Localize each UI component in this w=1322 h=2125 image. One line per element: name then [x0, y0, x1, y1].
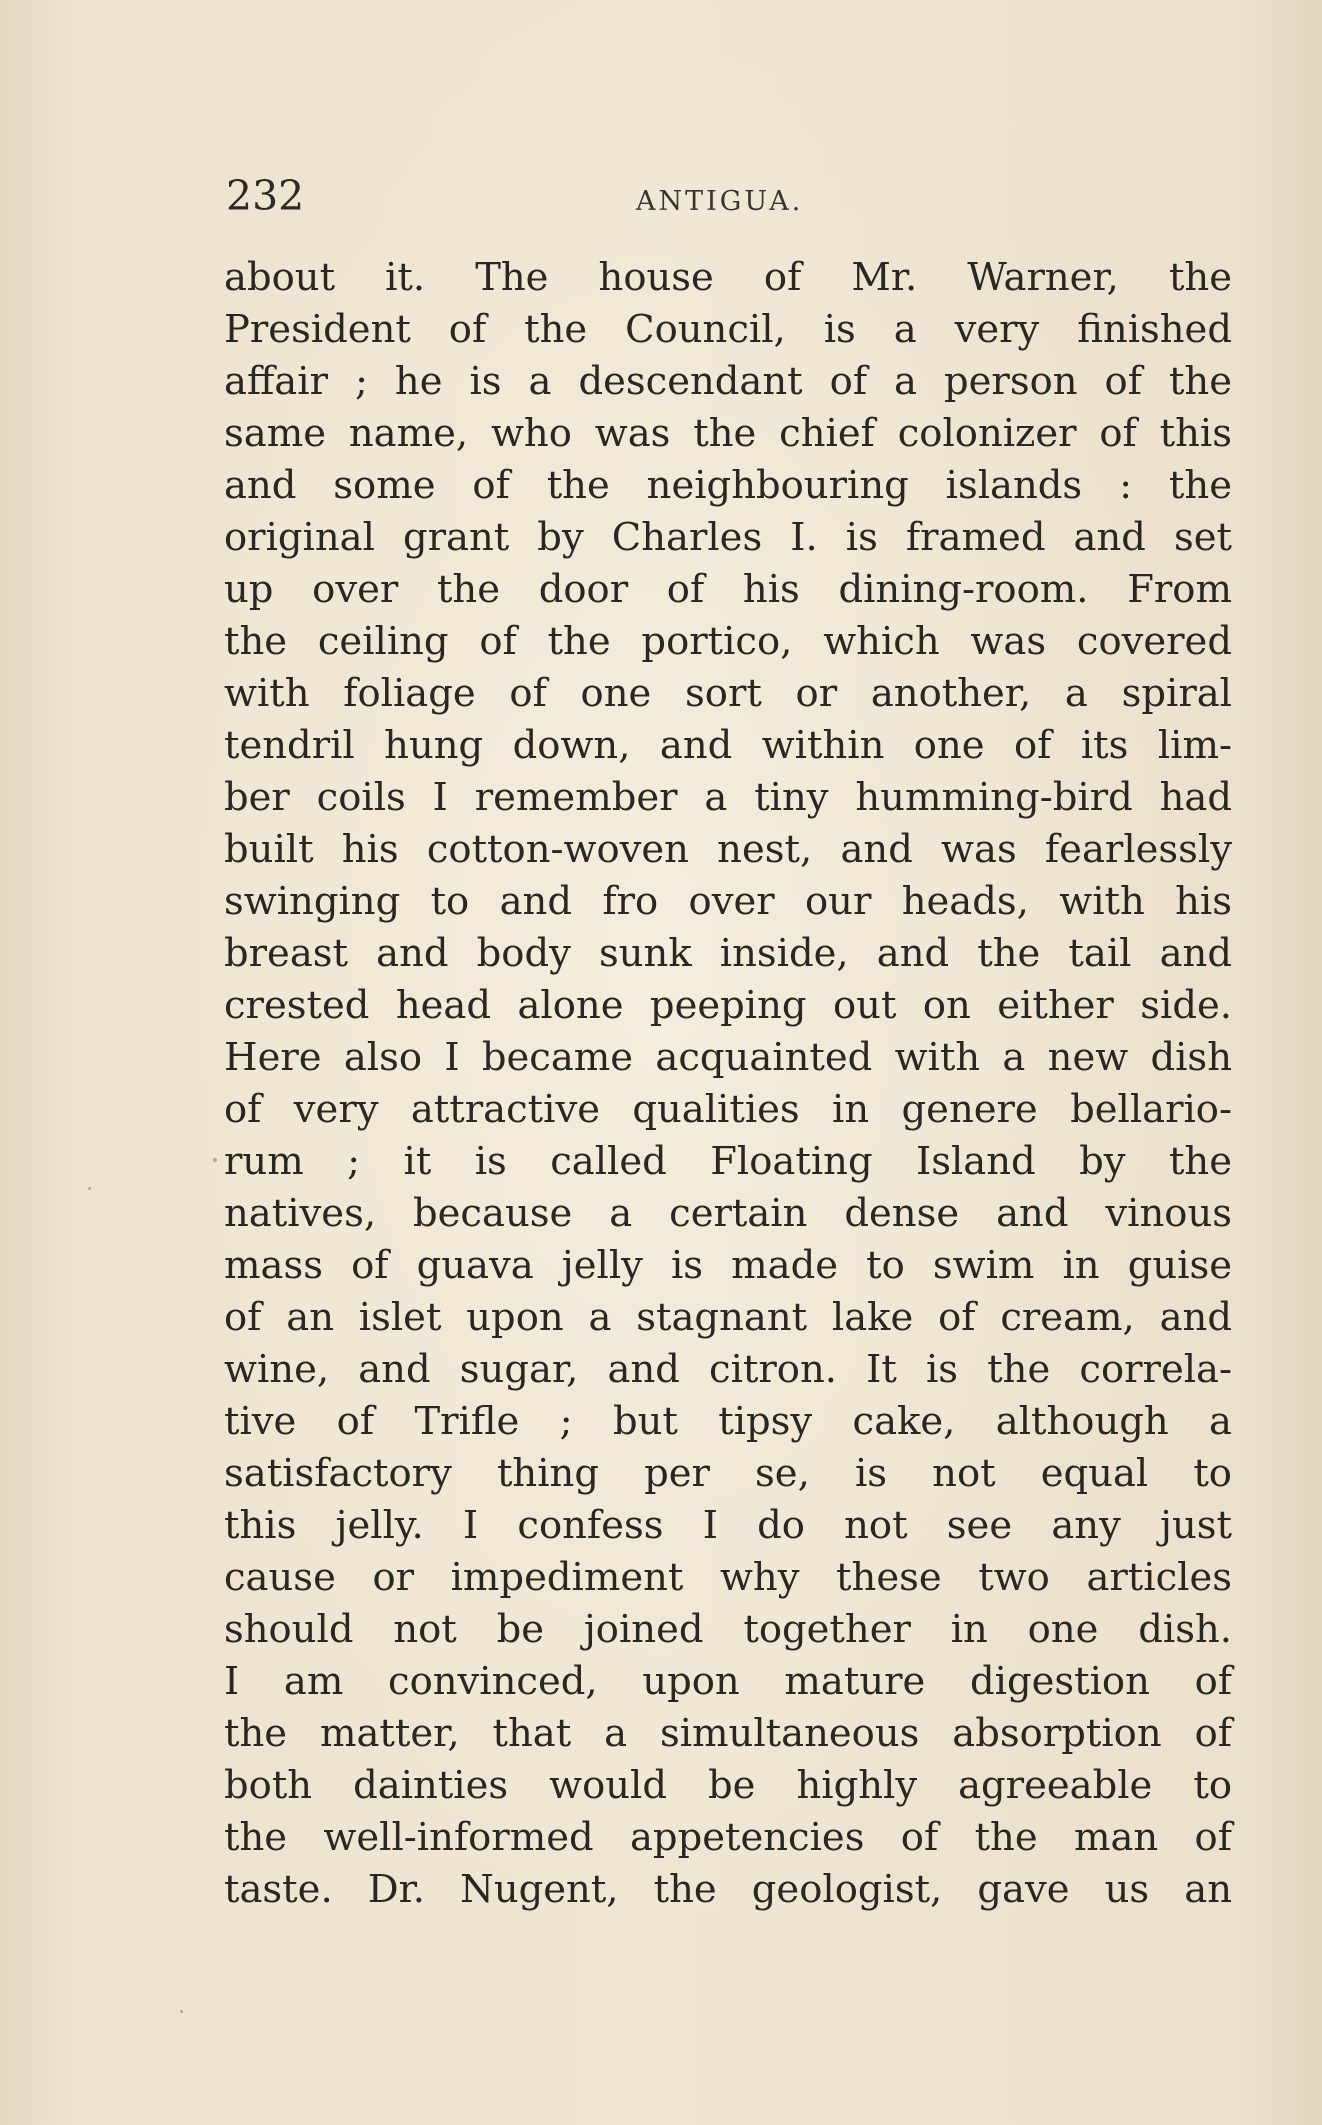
text-line: mass of guava jelly is made to swim in guise [224, 1243, 1232, 1288]
text-line: of very attractive qualities in genere bellario- [224, 1087, 1232, 1132]
page-header [226, 168, 1232, 224]
text-line: tive of Trifle ; but tipsy cake, although a [224, 1399, 1232, 1444]
text-line: about it. The house of Mr. Warner, the [224, 255, 1232, 300]
body-text [224, 252, 1232, 1916]
text-line: both dainties would be highly agreeable to [224, 1763, 1232, 1808]
text-line: the ceiling of the portico, which was covered [224, 619, 1232, 664]
text-line: built his cotton-woven nest, and was fearlessly [224, 827, 1232, 872]
text-line: this jelly. I confess I do not see any just [224, 1503, 1232, 1548]
text-line: ber coils I remember a tiny humming-bird had [224, 775, 1232, 820]
page-number: 232 [226, 172, 305, 220]
text-line: and some of the neighbouring islands : the [224, 463, 1232, 508]
text-line: the well-informed appetencies of the man of [224, 1815, 1232, 1860]
text-line: same name, who was the chief colonizer of this [224, 411, 1232, 456]
text-line: taste. Dr. Nugent, the geologist, gave us an [224, 1867, 1232, 1912]
text-line: of an islet upon a stagnant lake of cream, and [224, 1295, 1232, 1340]
text-line: with foliage of one sort or another, a spiral [224, 671, 1232, 716]
text-line: natives, because a certain dense and vinous [224, 1191, 1232, 1236]
paper-speck [213, 1158, 217, 1162]
text-line: President of the Council, is a very finished [224, 307, 1232, 352]
text-line: tendril hung down, and within one of its lim- [224, 723, 1232, 768]
text-line: satisfactory thing per se, is not equal to [224, 1451, 1232, 1496]
text-line: wine, and sugar, and citron. It is the correla- [224, 1347, 1232, 1392]
text-line: breast and body sunk inside, and the tail and [224, 931, 1232, 976]
text-line: crested head alone peeping out on either side. [224, 983, 1232, 1028]
paper-speck [88, 1187, 91, 1190]
text-line: I am convinced, upon mature digestion of [224, 1659, 1232, 1704]
text-line: up over the door of his dining-room. From [224, 567, 1232, 612]
paper-speck [180, 2010, 183, 2013]
text-line: cause or impediment why these two articles [224, 1555, 1232, 1600]
text-line: swinging to and fro over our heads, with his [224, 879, 1232, 924]
text-line: affair ; he is a descendant of a person of the [224, 359, 1232, 404]
running-head: ANTIGUA. [636, 186, 804, 217]
text-line: rum ; it is called Floating Island by the [224, 1139, 1232, 1184]
text-line: should not be joined together in one dish. [224, 1607, 1232, 1652]
text-line: Here also I became acquainted with a new dish [224, 1035, 1232, 1080]
text-line: the matter, that a simultaneous absorption of [224, 1711, 1232, 1756]
text-line: original grant by Charles I. is framed and set [224, 515, 1232, 560]
